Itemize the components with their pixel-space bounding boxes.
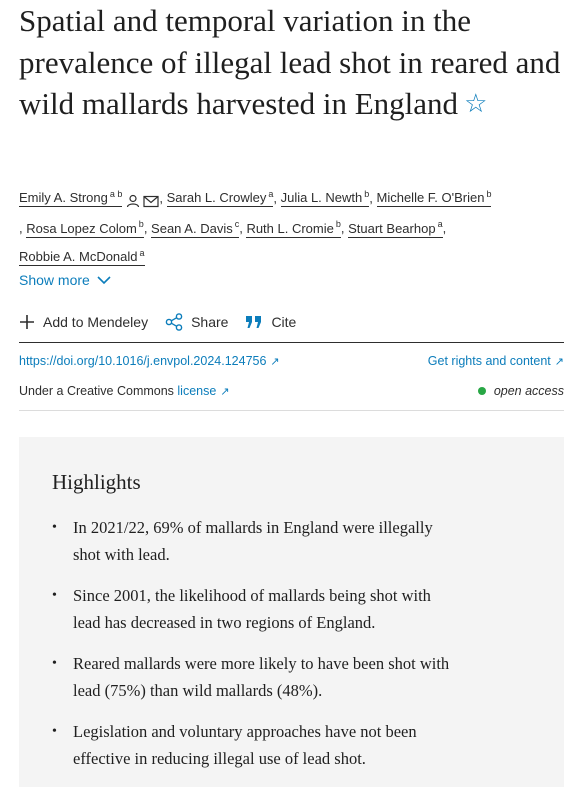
star-outline-icon[interactable]: ☆ bbox=[464, 89, 488, 118]
affiliation-marker: b bbox=[486, 189, 492, 199]
external-link-icon: ↗ bbox=[554, 356, 564, 368]
person-icon[interactable] bbox=[126, 194, 140, 208]
author-link[interactable] bbox=[19, 190, 122, 207]
article-title bbox=[19, 0, 564, 127]
author-link[interactable] bbox=[377, 190, 492, 207]
author-link[interactable] bbox=[151, 221, 239, 238]
affiliation-marker: a b bbox=[109, 189, 123, 199]
author-link[interactable] bbox=[19, 249, 145, 266]
author-link[interactable] bbox=[281, 190, 370, 207]
cite-button[interactable] bbox=[245, 314, 296, 330]
author-list: Emily A. Strong $^{a b}$ , Sarah L. Crowley $^a$, Julia L. Newth $^b$, Michelle F. O'Brien $^b$ , Rosa Lopez Colom $^b$, Sean A. Davis $^c$, Ruth L. Cromie $^b$, Stuart Bearhop $^a$, Robbie A. McDonald $^a$ bbox=[19, 189, 492, 264]
author-name: Robbie A. McDonald bbox=[19, 248, 138, 264]
affiliation-marker: a bbox=[139, 247, 145, 258]
external-link-icon: ↗ bbox=[270, 356, 280, 368]
plus-icon bbox=[19, 314, 35, 330]
affiliation-marker: c bbox=[234, 219, 240, 230]
author-link[interactable] bbox=[167, 190, 274, 207]
rights-text: Get rights and content bbox=[427, 354, 551, 368]
open-access-label: open access bbox=[493, 384, 564, 398]
share-button[interactable] bbox=[165, 313, 228, 331]
author-name: Michelle F. O'Brien bbox=[376, 190, 485, 206]
mendeley-label: Add to Mendeley bbox=[43, 314, 149, 330]
author-link[interactable] bbox=[246, 221, 340, 238]
highlight-item: • Since 2001, the likelihood of mallards being shot with lead has decreased in two regions of England. bbox=[52, 583, 462, 636]
envelope-icon[interactable] bbox=[143, 194, 159, 208]
open-access-dot-icon bbox=[478, 387, 486, 395]
author-name: Sarah L. Crowley bbox=[166, 190, 267, 206]
author-name: Julia L. Newth bbox=[280, 190, 363, 206]
doi-text: https://doi.org/10.1016/j.envpol.2024.124756 bbox=[19, 354, 267, 368]
author-name: Stuart Bearhop bbox=[348, 220, 436, 236]
cite-label: Cite bbox=[271, 314, 297, 330]
highlight-item: • In 2021/22, 69% of mallards in England were illegally shot with lead. bbox=[52, 515, 462, 568]
author-name: Ruth L. Cromie bbox=[246, 220, 334, 236]
chevron-down-icon bbox=[97, 276, 111, 285]
affiliation-marker: b bbox=[138, 219, 144, 230]
author-link[interactable] bbox=[348, 221, 442, 238]
quote-icon bbox=[245, 315, 263, 329]
share-label: Share bbox=[191, 314, 229, 330]
author-name: Rosa Lopez Colom bbox=[26, 220, 137, 236]
license-link-text: license bbox=[177, 384, 217, 398]
highlights-heading: Highlights bbox=[52, 470, 141, 494]
external-link-icon: ↗ bbox=[220, 386, 230, 398]
author-name: Emily A. Strong bbox=[19, 190, 108, 206]
article-actions bbox=[19, 310, 564, 334]
affiliation-marker: b bbox=[335, 219, 341, 230]
author-icons bbox=[126, 188, 159, 212]
share-icon bbox=[165, 313, 183, 331]
get-rights-link[interactable] bbox=[428, 354, 564, 368]
affiliation-marker: a bbox=[437, 219, 443, 230]
author-link[interactable] bbox=[26, 221, 144, 238]
divider bbox=[19, 410, 564, 411]
article-title-text: Spatial and temporal variation in the prevalence of illegal lead shot in reared and wild mallards harvested in England bbox=[19, 3, 561, 121]
license-line bbox=[19, 384, 230, 398]
divider bbox=[19, 342, 564, 343]
highlights-list bbox=[52, 515, 462, 787]
license-prefix: Under a Creative Commons bbox=[19, 384, 178, 398]
open-access-badge bbox=[478, 384, 564, 398]
author-name: Sean A. Davis bbox=[151, 220, 233, 236]
license-link[interactable] bbox=[177, 384, 229, 398]
add-to-mendeley-button[interactable] bbox=[19, 314, 148, 330]
affiliation-marker: b bbox=[364, 189, 370, 199]
highlight-item: • Reared mallards were more likely to have been shot with lead (75%) than wild mallards (48%). bbox=[52, 651, 462, 704]
affiliation-marker: a bbox=[268, 189, 274, 199]
show-more-label: Show more bbox=[19, 272, 90, 288]
show-more-button[interactable] bbox=[19, 272, 111, 288]
doi-link[interactable] bbox=[19, 354, 280, 368]
highlights-section bbox=[19, 437, 564, 787]
highlight-item: • Legislation and voluntary approaches have not been effective in reducing illegal use of lead shot. bbox=[52, 719, 462, 772]
